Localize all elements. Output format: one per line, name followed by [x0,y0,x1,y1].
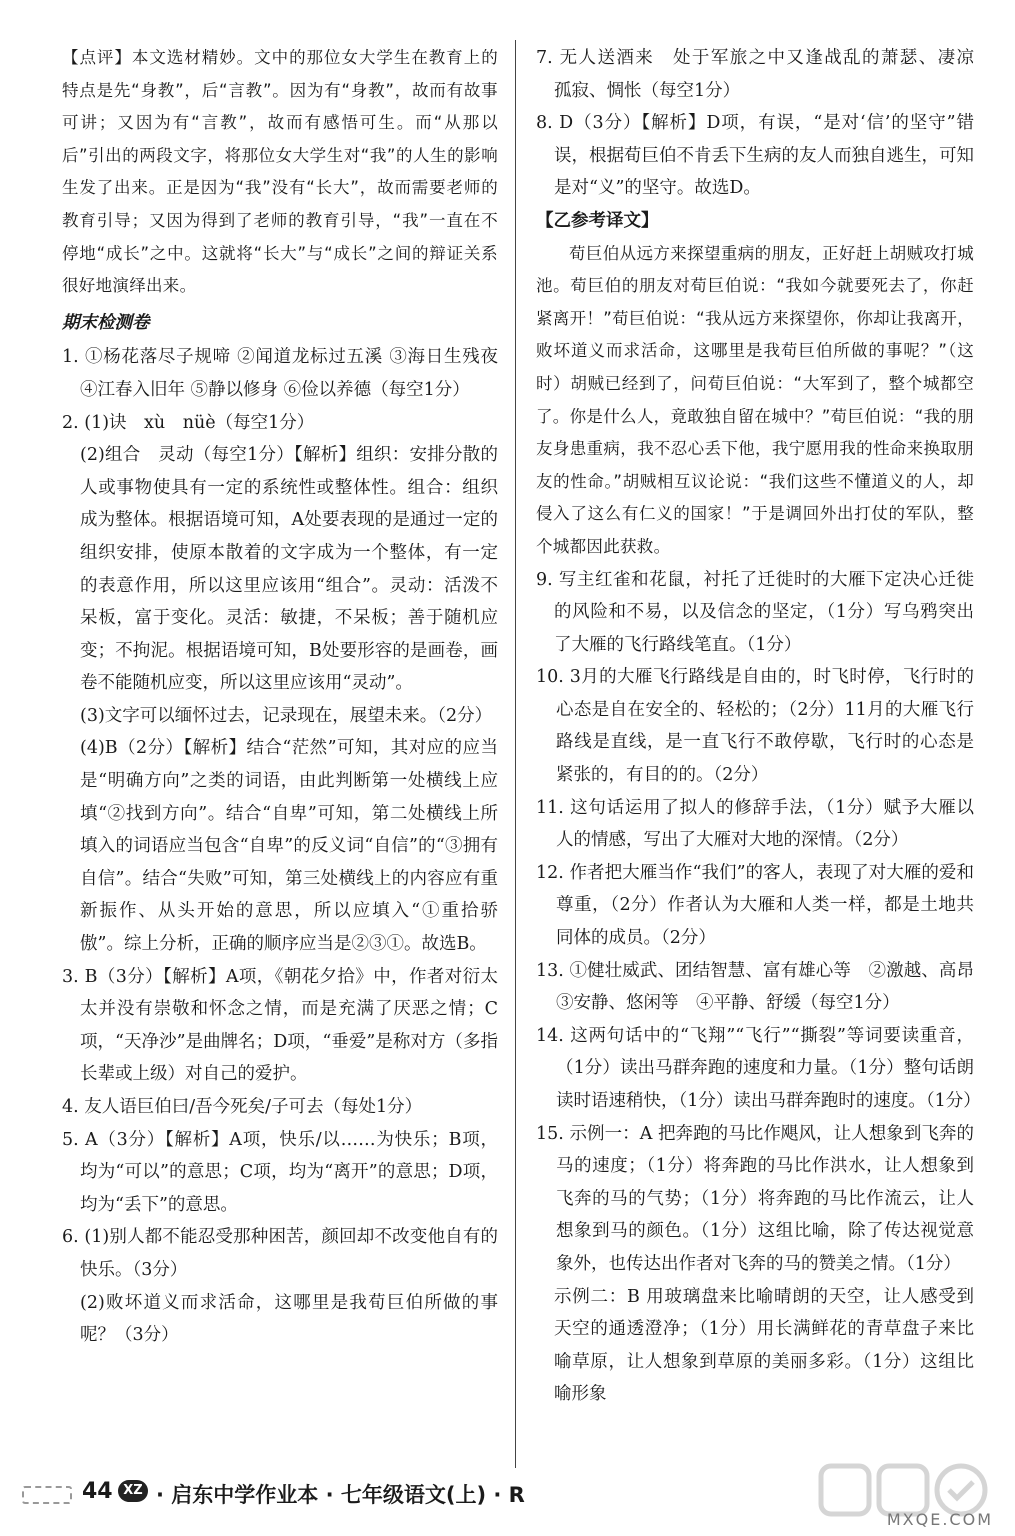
answer-6-1: 6. (1)别人都不能忍受那种困苦，颜回却不改变他自有的快乐。（3分） [62,1227,498,1280]
translation-text: 荀巨伯从远方来探望重病的朋友，正好赶上胡贼攻打城池。荀巨伯的朋友对荀巨伯说：“我如今就要死去了，你赶紧离开！”荀巨伯说：“我从远方来探望你，你却让我离开，败坏道义而求活命，这哪里是我荀巨伯所做的事呢？”（这时）胡贼已经到了，问荀巨伯说：“大军到了，整个城都空了。你是什么人，竟敢独自留在城中？”荀巨伯说：“我的朋友身患重病，我不忍心丢下他，我宁愿用我的性命来换取朋友的性命。”胡贼相互议论说：“我们这些不懂道义的人，却侵入了这么有仁义的国家！”于是调回外出打仗的军队，整个城都因此获救。 [536,243,974,556]
answer-4: 4. 友人语巨伯曰/吾今死矣/子可去（每处1分） [62,1097,423,1117]
section-title: 期末检测卷 [62,312,150,333]
answer-2-4: (4)B（2分）【解析】结合“茫然”可知，其对应的应当是“明确方向”之类的词语，由此判断第一处横线上应填“②找到方向”。结合“自卑”可知，第二处横线上所填入的词语应当包含“自卑”的反义词“自信”的“③拥有自信”。结合“失败”可知，第三处横线上的内容应有重新振作、从头开始的意思，所以应填入“①重拾骄傲”。综上分析，正确的顺序应当是②③①。故选B。 [80,738,498,955]
answer-12: 12. 作者把大雁当作“我们”的客人，表现了对大雁的爱和尊重，（2分）作者认为大雁和人类一样，都是土地共同体的成员。（2分） [536,862,974,949]
answer-10: 10. 3月的大雁飞行路线是自由的，时飞时停，飞行时的心态是自在安全的、轻松的；（2分）11月的大雁飞行路线是直线，是一直飞行不敢停歇，飞行时的心态是紧张的，有目的的。（2分） [536,667,974,786]
translation-title: 【乙参考译文】 [536,210,659,231]
answer-6-2: (2)败坏道义而求活命，这哪里是我荀巨伯所做的事呢？（3分） [80,1292,498,1346]
right-column [536,42,992,1411]
answer-11: 11. 这句话运用了拟人的修辞手法，（1分）赋予大雁以人的情感，写出了大雁对大地的深情。（2分） [536,797,974,851]
page-marker-icon [22,1486,72,1504]
watermark-text: MXQE.COM [886,1510,993,1529]
left-column [62,42,498,1352]
answer-8: 8. D（3分）【解析】D项，有误，“是对‘信’的坚守”错误，根据荀巨伯不肯丢下生病的友人而独自逃生，可知是对“义”的坚守。故选D。 [536,113,974,199]
book-title: · 启东中学作业本 · 七年级语文(上) · R [156,1483,525,1507]
answer-7: 7. 无人送酒来 处于军旅之中又逢战乱的萧瑟、凄凉 孤寂、惆怅（每空1分） [536,48,992,101]
column-divider [515,40,516,1468]
answer-13: 13. ①健壮威武、团结智慧、富有雄心等 ②激越、高昂 ③安静、悠闲等 ④平静、舒缓（每空1分） [536,960,992,1014]
answer-1: 1. ①杨花落尽子规啼 ②闻道龙标过五溪 ③海日生残夜 ④江春入旧年 ⑤静以修身 ⑥俭以养德（每空1分） [62,347,498,400]
page-number: 44 [82,1479,113,1504]
answer-15-2: 示例二：B 用玻璃盘来比喻晴朗的天空，让人感受到天空的通透澄净；（1分）用长满鲜花的青草盘子来比喻草原，让人想象到草原的美丽多彩。（1分）这组比喻形象 [554,1286,974,1405]
answer-9: 9. 写主红雀和花鼠，衬托了迁徙时的大雁下定决心迁徙的风险和不易，以及信念的坚定，（1分）写乌鸦突出了大雁的飞行路线笔直。（1分） [536,569,974,655]
answer-2-1: 2. (1)诀 xù nüè（每空1分） [62,412,315,433]
answer-15-1: 15. 示例一：A 把奔跑的马比作飓风，让人想象到飞奔的马的速度；（1分）将奔跑的马比作洪水，让人想象到飞奔的马的气势；（1分）将奔跑的马比作流云，让人想象到马的颜色。（1分）这组比喻，除了传达视觉意象外，也传达出作者对飞奔的马的赞美之情。（1分） [536,1123,974,1274]
answer-14: 14. 这两句话中的“飞翔”“飞行”“撕裂”等词要读重音，（1分）读出马群奔跑的速度和力量。（1分）整句话朗读时语速稍快，（1分）读出马群奔跑时的速度。（1分） [536,1025,981,1111]
review-paragraph: 【点评】本文选材精妙。文中的那位女大学生在教育上的特点是先“身教”，后“言教”。因为有“身教”，故而有故事可讲；又因为有“言教”，故而有感悟可生。而“从那以后”引出的两段文字，将那位女大学生对“我”的人生的影响生发了出来。正是因为“我”没有“长大”，故而需要老师的教育引导；又因为得到了老师的教育引导，“我”一直在不停地“成长”之中。这就将“长大”与“成长”之间的辩证关系很好地演绎出来。 [62,48,498,296]
answer-2-2: (2)组合 灵动（每空1分）【解析】组织：安排分散的人或事物使具有一定的系统性或整体性。组合：组织成为整体。根据语境可知，A处要表现的是通过一定的组织安排，使原本散着的文字成为一个整体，有一定的表意作用，所以这里应该用“组合”。灵动：活泼不呆板，富于变化。灵活：敏捷，不呆板；善于随机应变；不拘泥。根据语境可知，B处要形容的是画卷，画卷不能随机应变，所以这里应该用“灵动”。 [80,445,498,694]
answer-3: 3. B（3分）【解析】A项，《朝花夕拾》中，作者对衍太太并没有崇敬和怀念之情，而是充满了厌恶之情；C项，“天净沙”是曲牌名；D项，“垂爱”是称对方（多指长辈或上级）对自己的爱护。 [62,966,498,1085]
answer-2-3: (3)文字可以缅怀过去，记录现在，展望未来。（2分） [80,705,493,726]
answer-5: 5. A（3分）【解析】A项，快乐/以……为快乐；B项，均为“可以”的意思；C项，均为“离开”的意思；D项，均为“丢下”的意思。 [62,1129,498,1215]
xz-badge: XZ [118,1480,148,1502]
